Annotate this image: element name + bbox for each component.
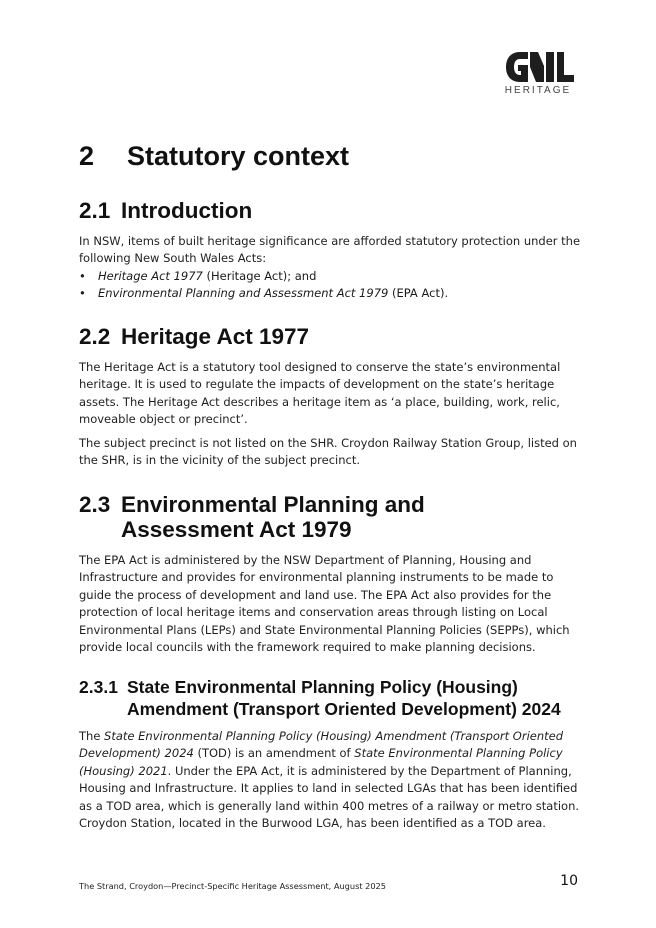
subsection-heading — [79, 676, 584, 720]
list-item — [79, 268, 584, 285]
act-name: Heritage Act 1977 — [98, 268, 203, 283]
subsection-tod — [79, 676, 584, 838]
page-number: 10 — [560, 873, 578, 889]
gml-logo-mark-icon — [506, 52, 574, 82]
section-title: Environmental Planning and Assessment Act 1979 — [121, 492, 425, 542]
list-item-text: (Heritage Act); and — [202, 268, 317, 283]
paragraph: The EPA Act is administered by the NSW Department of Planning, Housing and Infrastructure and provides for environmental planning instruments to be made to guide the process of development and land use. The EPA Act also provides for the protection of local heritage items and conservation areas through listing on Local Environmental Plans (LEPs) and State Environmental Planning Policies (SEPPs), which provide local councils with the framework required to make planning decisions. — [79, 553, 570, 655]
paragraph — [79, 728, 584, 832]
chapter-heading — [79, 140, 349, 172]
section-heading — [79, 198, 584, 223]
text-run: (TOD) is an amendment of — [193, 746, 355, 761]
section-introduction — [79, 198, 584, 303]
paragraph: The subject precinct is not listed on the SHR. Croydon Railway Station Group, listed on the SHR, is in the vicinity of the subject precinct. — [79, 435, 577, 468]
section-number: 2.1 — [79, 198, 111, 223]
bullet-list — [79, 268, 584, 303]
section-epa-act — [79, 492, 584, 662]
section-heading — [79, 324, 584, 349]
text-run: The — [79, 729, 105, 743]
list-item-text: (EPA Act). — [388, 286, 449, 301]
section-number: 2.3 — [79, 492, 111, 517]
act-name: Environmental Planning and Assessment Act 1979 — [98, 286, 389, 301]
section-title: Introduction — [121, 198, 253, 223]
chapter-number: 2 — [79, 141, 95, 171]
section-number: 2.2 — [79, 324, 111, 349]
subsection-title: State Environmental Planning Policy (Housing) Amendment (Transport Oriented Development) 2024 — [127, 677, 561, 719]
subsection-number: 2.3.1 — [79, 677, 118, 697]
logo-heritage-text: HERITAGE — [504, 85, 572, 96]
section-heritage-act — [79, 324, 584, 475]
gml-heritage-logo — [500, 52, 580, 102]
list-item — [79, 285, 584, 302]
footer-document-title: The Strand, Croydon—Precinct-Specific Heritage Assessment, August 2025 — [79, 881, 386, 891]
policy-name: State Environmental Planning Policy (Housing) Amendment (Transport Oriented Development) 2024 — [79, 729, 564, 761]
section-heading — [79, 492, 584, 542]
text-run: . Under the EPA Act, it is administered by the Department of Planning, Housing and Infrastructure. It applies to land in selected LGAs that has been identified as a TOD area, which is generally land within 400 metres of a railway or metro station. Croydon Station, located in the Burwood LGA, has been identified as a TOD area. — [79, 763, 580, 831]
section-title: Heritage Act 1977 — [121, 324, 310, 349]
paragraph: The Heritage Act is a statutory tool designed to conserve the state’s environmental heritage. It is used to regulate the impacts of development on the state’s heritage assets. The Heritage Act describes a heritage item as ‘a place, building, work, relic, moveable object or precinct’. — [79, 360, 561, 427]
chapter-title: Statutory context — [127, 141, 350, 171]
policy-name: State Environmental Planning Policy (Housing) 2021 — [79, 746, 563, 778]
paragraph: In NSW, items of built heritage significance are afforded statutory protection under the following New South Wales Acts: — [79, 234, 581, 266]
